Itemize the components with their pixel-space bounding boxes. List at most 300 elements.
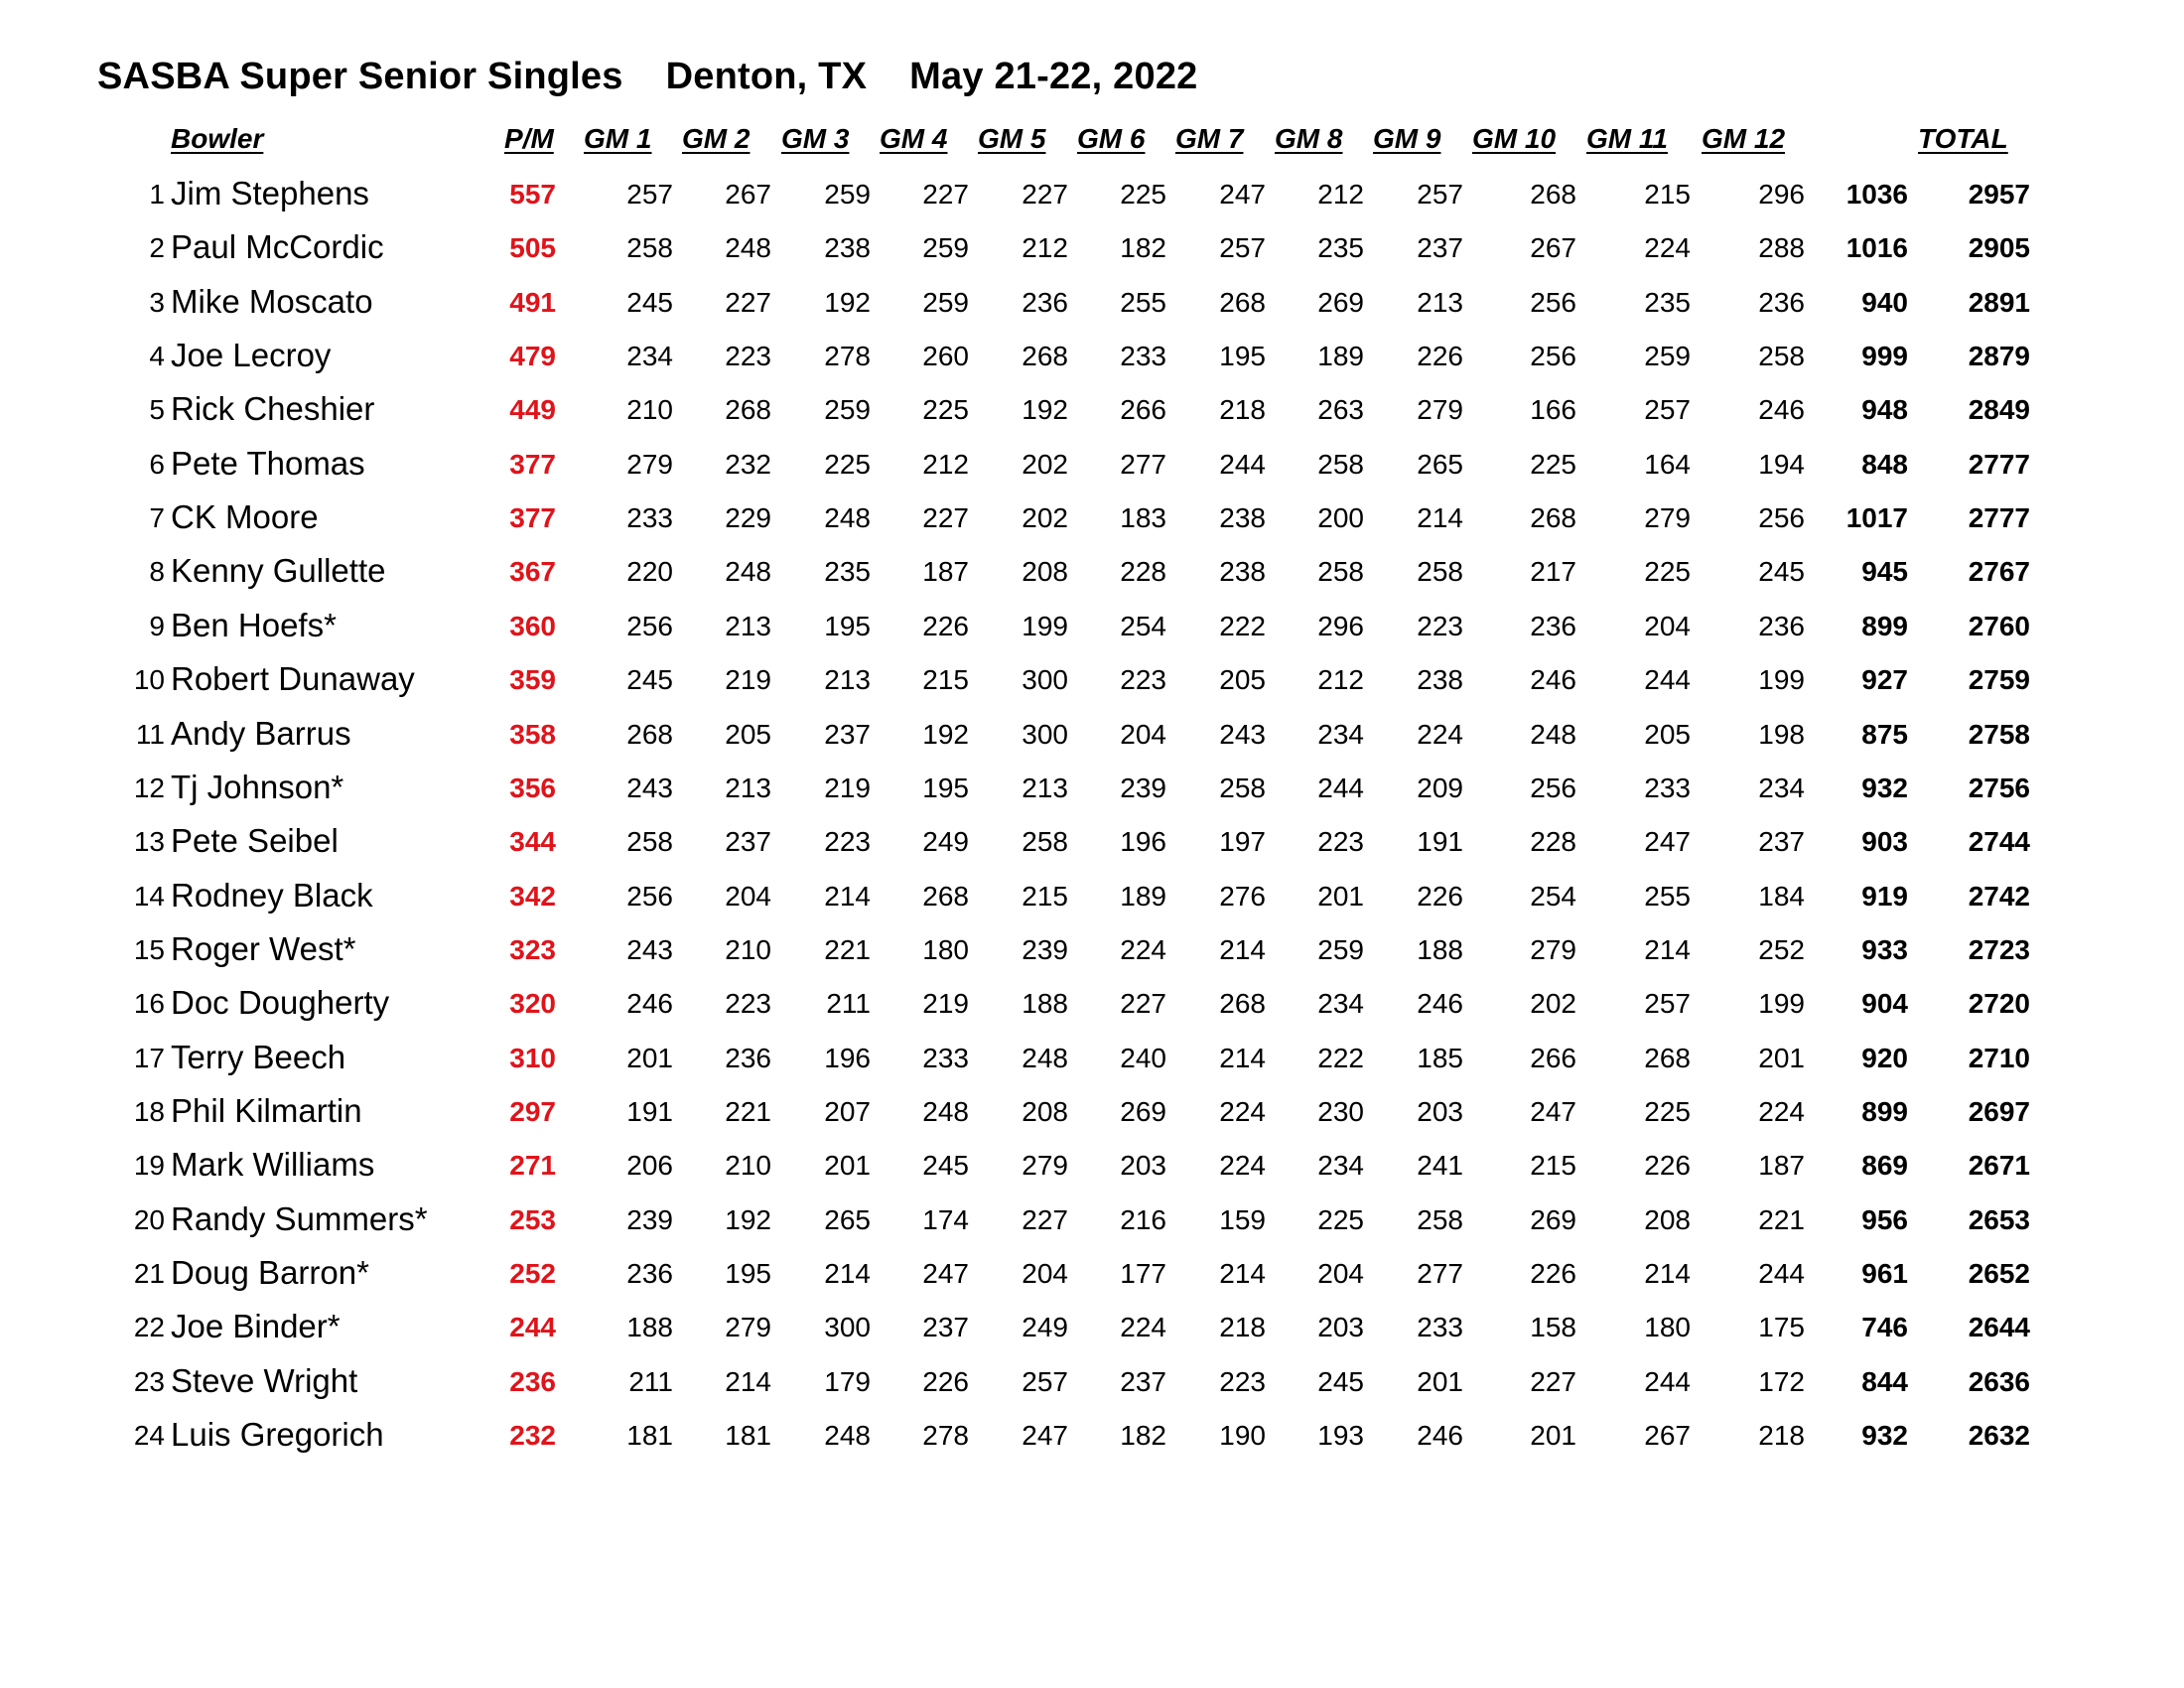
row-game-2: 248 xyxy=(725,556,771,587)
row-game-2: 195 xyxy=(725,1258,771,1289)
row-rank: 10 xyxy=(133,664,165,695)
row-game-7: 276 xyxy=(1219,881,1266,912)
row-total: 2756 xyxy=(1968,773,2030,803)
row-game-2: 267 xyxy=(725,179,771,210)
row-rank: 17 xyxy=(133,1043,165,1073)
row-game-10: 217 xyxy=(1530,556,1576,587)
row-game-11: 235 xyxy=(1644,287,1691,318)
row-game-7: 222 xyxy=(1219,611,1266,641)
row-game-7: 218 xyxy=(1219,394,1266,425)
row-game-6: 269 xyxy=(1120,1096,1166,1127)
page-title: SASBA Super Senior Singles Denton, TX May 21-22, 2022 xyxy=(97,56,1198,97)
row-game-11: 233 xyxy=(1644,773,1691,803)
row-game-2: 223 xyxy=(725,988,771,1019)
row-bowler-name: Randy Summers* xyxy=(171,1200,428,1237)
row-last-four-games: 933 xyxy=(1861,934,1908,965)
row-game-5: 215 xyxy=(1022,881,1068,912)
row-last-four-games: 844 xyxy=(1861,1366,1908,1397)
row-game-11: 257 xyxy=(1644,988,1691,1019)
row-game-9: 258 xyxy=(1417,556,1463,587)
row-rank: 16 xyxy=(133,988,165,1019)
row-rank: 15 xyxy=(133,934,165,965)
row-game-11: 279 xyxy=(1644,502,1691,533)
row-pm: 252 xyxy=(509,1258,556,1289)
row-last-four-games: 746 xyxy=(1861,1312,1908,1342)
row-game-12: 258 xyxy=(1758,341,1805,371)
row-game-8: 201 xyxy=(1317,881,1364,912)
row-pm: 377 xyxy=(509,449,556,480)
row-game-3: 265 xyxy=(824,1204,871,1235)
row-game-11: 225 xyxy=(1644,1096,1691,1127)
row-game-1: 243 xyxy=(626,773,673,803)
row-game-11: 214 xyxy=(1644,934,1691,965)
row-pm: 236 xyxy=(509,1366,556,1397)
row-game-6: 255 xyxy=(1120,287,1166,318)
row-game-1: 233 xyxy=(626,502,673,533)
row-game-5: 268 xyxy=(1022,341,1068,371)
row-game-8: 244 xyxy=(1317,773,1364,803)
row-game-5: 258 xyxy=(1022,826,1068,857)
row-game-8: 212 xyxy=(1317,179,1364,210)
row-game-10: 267 xyxy=(1530,232,1576,263)
row-game-2: 268 xyxy=(725,394,771,425)
row-game-7: 247 xyxy=(1219,179,1266,210)
row-pm: 271 xyxy=(509,1150,556,1181)
row-pm: 358 xyxy=(509,719,556,750)
row-total: 2653 xyxy=(1968,1204,2030,1235)
row-game-6: 266 xyxy=(1120,394,1166,425)
row-game-7: 238 xyxy=(1219,556,1266,587)
row-game-2: 210 xyxy=(725,1150,771,1181)
row-game-11: 214 xyxy=(1644,1258,1691,1289)
row-game-12: 198 xyxy=(1758,719,1805,750)
row-game-12: 175 xyxy=(1758,1312,1805,1342)
row-bowler-name: Luis Gregorich xyxy=(171,1416,384,1453)
row-last-four-games: 904 xyxy=(1861,988,1908,1019)
row-bowler-name: Rodney Black xyxy=(171,877,373,914)
row-bowler-name: CK Moore xyxy=(171,498,319,535)
row-game-6: 216 xyxy=(1120,1204,1166,1235)
row-game-1: 256 xyxy=(626,611,673,641)
row-rank: 2 xyxy=(149,232,165,263)
row-total: 2744 xyxy=(1968,826,2030,857)
row-game-1: 256 xyxy=(626,881,673,912)
row-game-1: 211 xyxy=(628,1366,673,1397)
row-rank: 4 xyxy=(149,341,165,371)
row-game-12: 187 xyxy=(1758,1150,1805,1181)
row-game-8: 245 xyxy=(1317,1366,1364,1397)
row-game-5: 208 xyxy=(1022,556,1068,587)
row-bowler-name: Pete Seibel xyxy=(171,822,339,859)
row-game-6: 227 xyxy=(1120,988,1166,1019)
row-game-4: 259 xyxy=(922,232,969,263)
row-game-6: 233 xyxy=(1120,341,1166,371)
row-rank: 20 xyxy=(133,1204,165,1235)
row-game-2: 204 xyxy=(725,881,771,912)
row-game-5: 213 xyxy=(1022,773,1068,803)
row-game-6: 177 xyxy=(1120,1258,1166,1289)
row-game-5: 279 xyxy=(1022,1150,1068,1181)
row-game-12: 172 xyxy=(1758,1366,1805,1397)
row-game-2: 227 xyxy=(725,287,771,318)
row-game-4: 260 xyxy=(922,341,969,371)
row-game-12: 256 xyxy=(1758,502,1805,533)
row-game-8: 200 xyxy=(1317,502,1364,533)
row-game-7: 268 xyxy=(1219,988,1266,1019)
header-gm-8: GM 8 xyxy=(1275,123,1343,154)
row-game-11: 255 xyxy=(1644,881,1691,912)
row-game-2: 214 xyxy=(725,1366,771,1397)
row-game-3: 219 xyxy=(824,773,871,803)
row-last-four-games: 848 xyxy=(1861,449,1908,480)
header-gm-11: GM 11 xyxy=(1586,123,1668,154)
row-last-four-games: 869 xyxy=(1861,1150,1908,1181)
row-bowler-name: Kenny Gullette xyxy=(171,552,386,589)
row-game-9: 246 xyxy=(1417,1420,1463,1451)
row-game-4: 226 xyxy=(922,611,969,641)
row-game-2: 210 xyxy=(725,934,771,965)
row-game-11: 224 xyxy=(1644,232,1691,263)
row-game-5: 204 xyxy=(1022,1258,1068,1289)
row-game-5: 236 xyxy=(1022,287,1068,318)
row-game-3: 223 xyxy=(824,826,871,857)
row-game-5: 257 xyxy=(1022,1366,1068,1397)
row-game-10: 226 xyxy=(1530,1258,1576,1289)
row-total: 2777 xyxy=(1968,502,2030,533)
row-game-10: 256 xyxy=(1530,287,1576,318)
row-last-four-games: 932 xyxy=(1861,1420,1908,1451)
row-game-5: 249 xyxy=(1022,1312,1068,1342)
row-game-7: 244 xyxy=(1219,449,1266,480)
row-game-4: 195 xyxy=(922,773,969,803)
row-game-11: 180 xyxy=(1644,1312,1691,1342)
row-bowler-name: Robert Dunaway xyxy=(171,660,415,697)
row-game-10: 227 xyxy=(1530,1366,1576,1397)
header-gm-12: GM 12 xyxy=(1702,123,1786,154)
row-total: 2849 xyxy=(1968,394,2030,425)
row-pm: 367 xyxy=(509,556,556,587)
row-game-12: 296 xyxy=(1758,179,1805,210)
row-game-11: 164 xyxy=(1644,449,1691,480)
row-total: 2632 xyxy=(1968,1420,2030,1451)
row-rank: 11 xyxy=(135,719,165,750)
row-bowler-name: Doug Barron* xyxy=(171,1254,369,1291)
row-game-10: 166 xyxy=(1530,394,1576,425)
row-game-5: 199 xyxy=(1022,611,1068,641)
row-game-12: 237 xyxy=(1758,826,1805,857)
row-game-2: 248 xyxy=(725,232,771,263)
row-game-7: 195 xyxy=(1219,341,1266,371)
row-game-4: 219 xyxy=(922,988,969,1019)
header-gm-10: GM 10 xyxy=(1472,123,1557,154)
row-bowler-name: Rick Cheshier xyxy=(171,390,375,427)
row-game-6: 277 xyxy=(1120,449,1166,480)
row-game-8: 234 xyxy=(1317,719,1364,750)
row-game-3: 196 xyxy=(824,1043,871,1073)
row-last-four-games: 999 xyxy=(1861,341,1908,371)
row-bowler-name: Mark Williams xyxy=(171,1146,375,1183)
row-pm: 479 xyxy=(509,341,556,371)
row-game-3: 259 xyxy=(824,394,871,425)
row-game-2: 213 xyxy=(725,611,771,641)
row-game-10: 279 xyxy=(1530,934,1576,965)
row-total: 2879 xyxy=(1968,341,2030,371)
row-total: 2720 xyxy=(1968,988,2030,1019)
row-game-4: 225 xyxy=(922,394,969,425)
row-game-12: 244 xyxy=(1758,1258,1805,1289)
row-bowler-name: Phil Kilmartin xyxy=(171,1092,362,1129)
row-pm: 323 xyxy=(509,934,556,965)
row-game-4: 192 xyxy=(922,719,969,750)
row-game-6: 223 xyxy=(1120,664,1166,695)
row-game-10: 268 xyxy=(1530,179,1576,210)
row-game-9: 277 xyxy=(1417,1258,1463,1289)
row-game-2: 213 xyxy=(725,773,771,803)
row-total: 2742 xyxy=(1968,881,2030,912)
row-game-11: 226 xyxy=(1644,1150,1691,1181)
row-game-8: 263 xyxy=(1317,394,1364,425)
row-last-four-games: 919 xyxy=(1861,881,1908,912)
row-total: 2957 xyxy=(1968,179,2030,210)
row-game-11: 225 xyxy=(1644,556,1691,587)
row-game-9: 257 xyxy=(1417,179,1463,210)
row-last-four-games: 899 xyxy=(1861,611,1908,641)
row-game-6: 189 xyxy=(1120,881,1166,912)
row-game-10: 256 xyxy=(1530,773,1576,803)
row-rank: 24 xyxy=(133,1420,165,1451)
row-game-8: 189 xyxy=(1317,341,1364,371)
row-total: 2891 xyxy=(1968,287,2030,318)
row-total: 2636 xyxy=(1968,1366,2030,1397)
row-game-12: 221 xyxy=(1758,1204,1805,1235)
row-game-6: 204 xyxy=(1120,719,1166,750)
row-game-1: 236 xyxy=(626,1258,673,1289)
row-game-8: 223 xyxy=(1317,826,1364,857)
row-game-4: 249 xyxy=(922,826,969,857)
row-game-8: 296 xyxy=(1317,611,1364,641)
row-game-12: 201 xyxy=(1758,1043,1805,1073)
row-game-9: 224 xyxy=(1417,719,1463,750)
row-game-3: 213 xyxy=(824,664,871,695)
row-game-12: 218 xyxy=(1758,1420,1805,1451)
row-game-1: 243 xyxy=(626,934,673,965)
row-game-10: 248 xyxy=(1530,719,1576,750)
row-game-2: 229 xyxy=(725,502,771,533)
row-game-9: 238 xyxy=(1417,664,1463,695)
row-game-4: 268 xyxy=(922,881,969,912)
row-game-12: 246 xyxy=(1758,394,1805,425)
row-game-12: 236 xyxy=(1758,611,1805,641)
row-game-6: 224 xyxy=(1120,934,1166,965)
row-game-12: 199 xyxy=(1758,988,1805,1019)
row-game-5: 188 xyxy=(1022,988,1068,1019)
header-bowler: Bowler xyxy=(171,123,264,154)
row-game-6: 203 xyxy=(1120,1150,1166,1181)
row-bowler-name: Doc Dougherty xyxy=(171,984,390,1021)
row-rank: 13 xyxy=(133,826,165,857)
row-game-9: 258 xyxy=(1417,1204,1463,1235)
row-game-12: 194 xyxy=(1758,449,1805,480)
row-game-8: 225 xyxy=(1317,1204,1364,1235)
row-game-4: 245 xyxy=(922,1150,969,1181)
row-last-four-games: 940 xyxy=(1861,287,1908,318)
row-game-11: 208 xyxy=(1644,1204,1691,1235)
row-game-10: 236 xyxy=(1530,611,1576,641)
row-bowler-name: Steve Wright xyxy=(171,1362,358,1399)
row-game-9: 213 xyxy=(1417,287,1463,318)
row-pm: 320 xyxy=(509,988,556,1019)
row-last-four-games: 956 xyxy=(1861,1204,1908,1235)
row-pm: 360 xyxy=(509,611,556,641)
row-game-3: 201 xyxy=(824,1150,871,1181)
row-total: 2697 xyxy=(1968,1096,2030,1127)
row-game-7: 197 xyxy=(1219,826,1266,857)
row-pm: 449 xyxy=(509,394,556,425)
row-game-10: 269 xyxy=(1530,1204,1576,1235)
row-game-9: 237 xyxy=(1417,232,1463,263)
row-pm: 297 xyxy=(509,1096,556,1127)
row-game-5: 227 xyxy=(1022,1204,1068,1235)
row-game-9: 246 xyxy=(1417,988,1463,1019)
row-game-7: 214 xyxy=(1219,1258,1266,1289)
row-game-9: 265 xyxy=(1417,449,1463,480)
row-game-4: 227 xyxy=(922,502,969,533)
row-game-8: 234 xyxy=(1317,1150,1364,1181)
row-game-8: 204 xyxy=(1317,1258,1364,1289)
row-game-8: 259 xyxy=(1317,934,1364,965)
row-last-four-games: 945 xyxy=(1861,556,1908,587)
row-game-12: 245 xyxy=(1758,556,1805,587)
row-pm: 253 xyxy=(509,1204,556,1235)
row-game-5: 202 xyxy=(1022,502,1068,533)
row-game-6: 239 xyxy=(1120,773,1166,803)
row-last-four-games: 875 xyxy=(1861,719,1908,750)
row-game-5: 248 xyxy=(1022,1043,1068,1073)
row-game-2: 223 xyxy=(725,341,771,371)
row-game-9: 226 xyxy=(1417,881,1463,912)
row-game-1: 279 xyxy=(626,449,673,480)
row-pm: 342 xyxy=(509,881,556,912)
row-game-3: 192 xyxy=(824,287,871,318)
row-game-4: 237 xyxy=(922,1312,969,1342)
row-game-6: 182 xyxy=(1120,232,1166,263)
row-game-9: 226 xyxy=(1417,341,1463,371)
row-game-1: 258 xyxy=(626,826,673,857)
row-game-1: 258 xyxy=(626,232,673,263)
row-game-6: 240 xyxy=(1120,1043,1166,1073)
row-pm: 344 xyxy=(509,826,556,857)
row-game-7: 257 xyxy=(1219,232,1266,263)
row-game-8: 203 xyxy=(1317,1312,1364,1342)
row-last-four-games: 1017 xyxy=(1845,502,1908,533)
row-game-6: 254 xyxy=(1120,611,1166,641)
row-game-5: 227 xyxy=(1022,179,1068,210)
row-game-9: 233 xyxy=(1417,1312,1463,1342)
row-game-12: 236 xyxy=(1758,287,1805,318)
row-rank: 7 xyxy=(149,502,165,533)
row-game-4: 212 xyxy=(922,449,969,480)
row-game-7: 224 xyxy=(1219,1096,1266,1127)
row-game-2: 205 xyxy=(725,719,771,750)
row-game-3: 259 xyxy=(824,179,871,210)
row-game-10: 158 xyxy=(1530,1312,1576,1342)
row-game-2: 181 xyxy=(725,1420,771,1451)
row-bowler-name: Jim Stephens xyxy=(171,175,369,211)
row-game-5: 247 xyxy=(1022,1420,1068,1451)
row-last-four-games: 903 xyxy=(1861,826,1908,857)
row-game-5: 239 xyxy=(1022,934,1068,965)
row-game-5: 300 xyxy=(1022,719,1068,750)
row-game-2: 219 xyxy=(725,664,771,695)
row-game-7: 268 xyxy=(1219,287,1266,318)
row-game-10: 215 xyxy=(1530,1150,1576,1181)
row-total: 2760 xyxy=(1968,611,2030,641)
row-game-10: 228 xyxy=(1530,826,1576,857)
row-game-1: 239 xyxy=(626,1204,673,1235)
row-rank: 18 xyxy=(133,1096,165,1127)
header-gm-9: GM 9 xyxy=(1373,123,1441,154)
row-game-11: 205 xyxy=(1644,719,1691,750)
row-game-12: 199 xyxy=(1758,664,1805,695)
row-game-4: 187 xyxy=(922,556,969,587)
row-game-12: 252 xyxy=(1758,934,1805,965)
row-game-1: 220 xyxy=(626,556,673,587)
row-game-3: 179 xyxy=(824,1366,871,1397)
row-game-8: 258 xyxy=(1317,449,1364,480)
row-game-9: 223 xyxy=(1417,611,1463,641)
row-game-11: 259 xyxy=(1644,341,1691,371)
row-rank: 1 xyxy=(149,179,165,210)
row-game-1: 206 xyxy=(626,1150,673,1181)
row-game-3: 221 xyxy=(824,934,871,965)
row-pm: 232 xyxy=(509,1420,556,1451)
row-game-3: 300 xyxy=(824,1312,871,1342)
row-game-12: 234 xyxy=(1758,773,1805,803)
header-gm-7: GM 7 xyxy=(1175,123,1244,154)
row-game-7: 218 xyxy=(1219,1312,1266,1342)
row-game-6: 196 xyxy=(1120,826,1166,857)
row-game-2: 232 xyxy=(725,449,771,480)
row-game-5: 202 xyxy=(1022,449,1068,480)
row-game-9: 203 xyxy=(1417,1096,1463,1127)
row-game-1: 234 xyxy=(626,341,673,371)
row-game-8: 269 xyxy=(1317,287,1364,318)
row-rank: 6 xyxy=(149,449,165,480)
row-game-9: 209 xyxy=(1417,773,1463,803)
row-game-8: 212 xyxy=(1317,664,1364,695)
header-gm-5: GM 5 xyxy=(978,123,1046,154)
row-bowler-name: Roger West* xyxy=(171,930,356,967)
row-game-10: 202 xyxy=(1530,988,1576,1019)
row-rank: 14 xyxy=(133,881,165,912)
row-pm: 244 xyxy=(509,1312,556,1342)
row-game-3: 214 xyxy=(824,881,871,912)
row-game-12: 224 xyxy=(1758,1096,1805,1127)
row-last-four-games: 1036 xyxy=(1845,179,1908,210)
row-bowler-name: Pete Thomas xyxy=(171,445,365,482)
header-total: TOTAL xyxy=(1918,123,2008,154)
row-game-3: 195 xyxy=(824,611,871,641)
row-game-4: 247 xyxy=(922,1258,969,1289)
row-pm: 377 xyxy=(509,502,556,533)
row-game-4: 174 xyxy=(922,1204,969,1235)
row-game-4: 278 xyxy=(922,1420,969,1451)
row-last-four-games: 961 xyxy=(1861,1258,1908,1289)
row-game-6: 182 xyxy=(1120,1420,1166,1451)
row-total: 2710 xyxy=(1968,1043,2030,1073)
row-game-4: 226 xyxy=(922,1366,969,1397)
row-rank: 21 xyxy=(133,1258,165,1289)
